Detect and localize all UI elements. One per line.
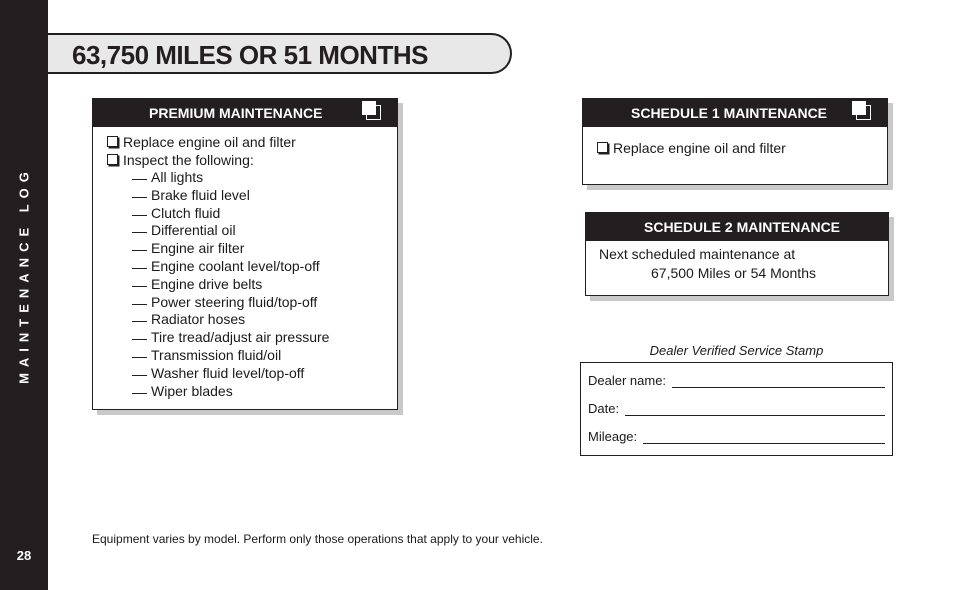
- dealer-name-label: Dealer name:: [588, 373, 667, 388]
- list-item: [107, 169, 397, 187]
- dealer-stamp-box: [580, 362, 893, 456]
- checkbox-icon: [597, 142, 608, 153]
- list-item: [107, 276, 397, 294]
- list-item: [107, 383, 397, 401]
- premium-item-1-label: Replace engine oil and filter: [123, 134, 296, 150]
- checkbox-icon: [107, 136, 118, 147]
- mileage-field[interactable]: [588, 429, 885, 444]
- schedule-2-box: [585, 212, 889, 296]
- list-item-label: Tire tread/adjust air pressure: [151, 329, 330, 346]
- list-item-label: Wiper blades: [151, 382, 233, 399]
- premium-header-label: PREMIUM MAINTENANCE: [149, 105, 323, 121]
- checkbox-icon: [107, 154, 118, 165]
- schedule-1-item-label: Replace engine oil and filter: [613, 140, 786, 156]
- blank-line: [132, 375, 147, 376]
- blank-line: [132, 179, 147, 180]
- list-item-label: All lights: [151, 169, 204, 185]
- list-item-label: Clutch fluid: [151, 204, 221, 221]
- list-item-label: Differential oil: [151, 222, 236, 239]
- list-item: [107, 205, 397, 223]
- checkbox-stack-icon: [366, 105, 381, 120]
- mileage-label: Mileage:: [588, 429, 638, 444]
- list-item-label: Engine air filter: [151, 240, 245, 257]
- schedule-1-header-label: SCHEDULE 1 MAINTENANCE: [631, 105, 828, 121]
- schedule-2-line-1: Next scheduled maintenance at: [599, 246, 796, 262]
- schedule-1-item: [583, 127, 887, 156]
- sidebar-label: MAINTENANCE LOG: [16, 166, 32, 384]
- premium-sub-list: [107, 169, 397, 400]
- premium-item: [107, 152, 397, 169]
- footnote: Equipment varies by model. Perform only those operations that apply to your vehicle.: [92, 532, 543, 546]
- date-label: Date:: [588, 401, 620, 416]
- schedule-2-header-label: SCHEDULE 2 MAINTENANCE: [644, 219, 841, 235]
- premium-item-2-label: Inspect the following:: [123, 152, 254, 168]
- schedule-1-box: [582, 98, 888, 185]
- stamp-caption: Dealer Verified Service Stamp: [649, 343, 824, 358]
- schedule-2-header: [586, 213, 888, 241]
- schedule-2-line-2: 67,500 Miles or 54 Months: [651, 265, 816, 281]
- list-item: [107, 294, 397, 312]
- premium-header: [93, 99, 397, 127]
- list-item-label: Engine drive belts: [151, 275, 263, 292]
- list-item-label: Brake fluid level: [151, 186, 250, 203]
- schedule-1-header: [583, 99, 887, 127]
- blank-line: [132, 250, 147, 251]
- blank-line: [132, 393, 147, 394]
- premium-maintenance-box: [92, 98, 398, 410]
- list-item: [107, 347, 397, 365]
- dealer-name-field[interactable]: [588, 373, 885, 388]
- list-item: [107, 222, 397, 240]
- title-tab: [48, 33, 512, 74]
- date-field[interactable]: [588, 401, 885, 416]
- list-item-label: Power steering fluid/top-off: [151, 293, 318, 310]
- list-item: [107, 240, 397, 258]
- dealer-name-line[interactable]: [672, 377, 885, 388]
- premium-item: [107, 133, 397, 152]
- blank-line: [132, 357, 147, 358]
- blank-line: [132, 197, 147, 198]
- list-item: [107, 365, 397, 383]
- checkbox-stack-icon: [856, 105, 871, 120]
- blank-line: [132, 215, 147, 216]
- list-item: [107, 258, 397, 276]
- blank-line: [132, 304, 147, 305]
- blank-line: [132, 286, 147, 287]
- list-item-label: Radiator hoses: [151, 311, 246, 328]
- sidebar: [0, 0, 48, 590]
- list-item: [107, 329, 397, 347]
- blank-line: [132, 232, 147, 233]
- mileage-line[interactable]: [643, 433, 885, 444]
- list-item: [107, 187, 397, 205]
- blank-line: [132, 321, 147, 322]
- blank-line: [132, 339, 147, 340]
- list-item-label: Engine coolant level/top-off: [151, 257, 320, 274]
- list-item: [107, 311, 397, 329]
- page-number: 28: [16, 548, 32, 563]
- page-title: 63,750 MILES OR 51 MONTHS: [72, 40, 428, 70]
- list-item-label: Transmission fluid/oil: [151, 346, 282, 363]
- list-item-label: Washer fluid level/top-off: [151, 364, 305, 381]
- blank-line: [132, 268, 147, 269]
- date-line[interactable]: [625, 405, 885, 416]
